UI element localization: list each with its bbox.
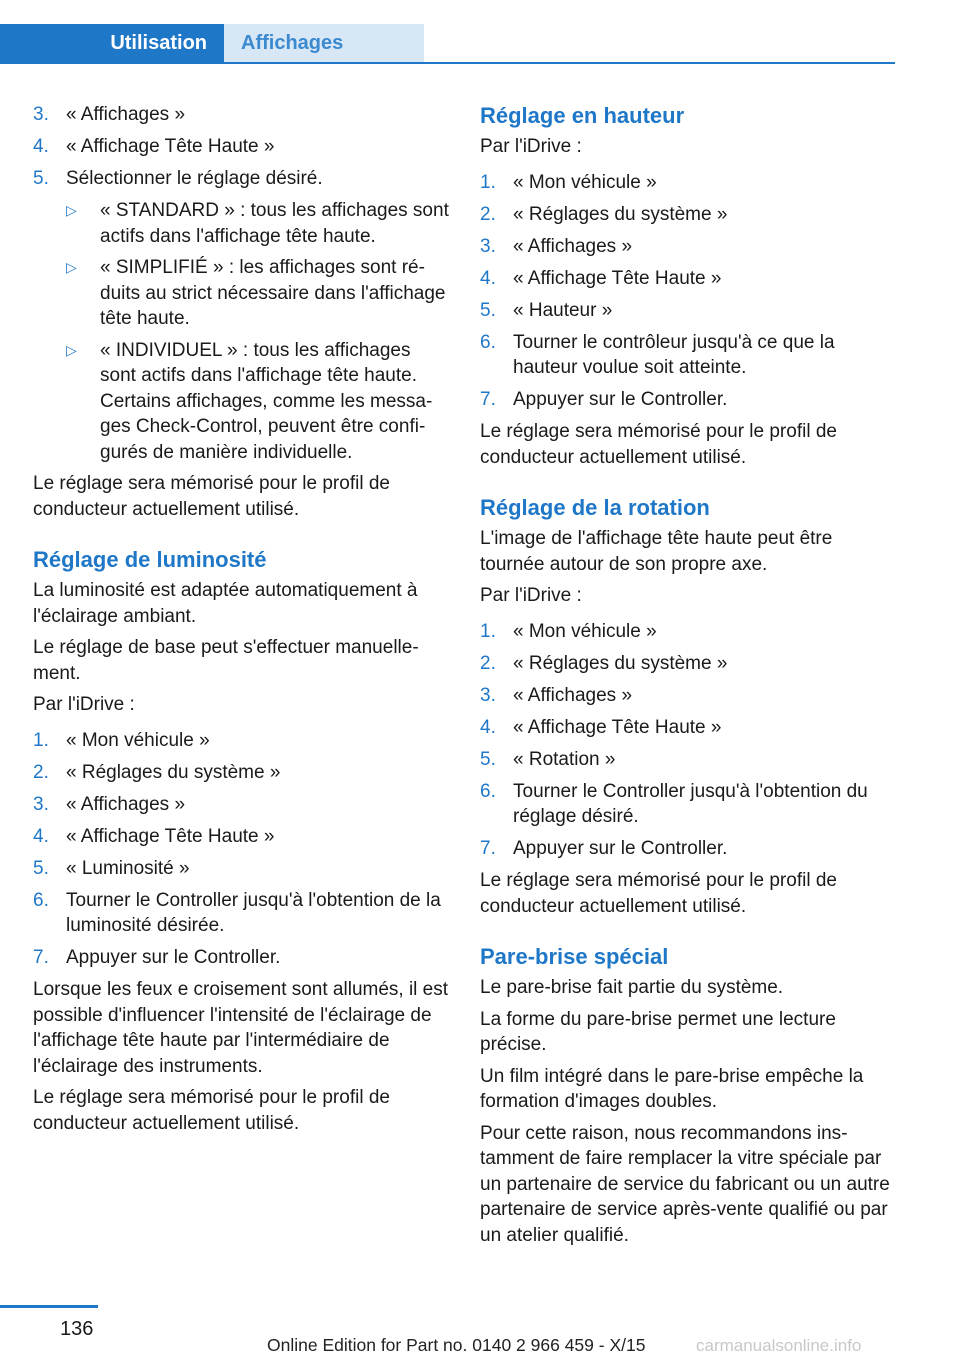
list-item [480,683,898,709]
step-text: Tourner le Controller jusqu'à l'obtention du réglage désiré. [513,780,868,827]
list-item [480,330,898,381]
step-text: « Mon véhicule » [513,171,657,193]
step-text: « Mon véhicule » [66,729,210,751]
sub-item-standard [66,198,451,249]
step-number: 5. [480,748,496,770]
paragraph: Par l'iDrive : [33,694,135,715]
step-number: 6. [480,780,496,802]
list-item [33,760,451,786]
paragraph: Le pare-brise fait partie du système. [480,977,784,998]
paragraph: La luminosité est adaptée automatiquement à l'éclairage ambiant. [33,580,418,627]
steps-list-rotation [480,619,898,862]
step-text: « Affichage Tête Haute » [66,825,275,847]
step-number: 7. [480,389,496,410]
list-item [480,747,898,773]
paragraph: Un film intégré dans le pare-brise empêche la formation d'images doubles. [480,1065,864,1112]
edition-note: Online Edition for Part no. 0140 2 966 459 - X/15 [267,1335,646,1355]
step-text: « Réglages du système » [66,761,281,783]
steps-list-hauteur [480,170,898,413]
triangle-bullet-icon: ▷ [66,202,77,218]
list-item [480,715,898,741]
step-number: 6. [480,331,496,353]
step-number: 4. [33,825,49,847]
left-column [33,102,451,1142]
list-item [33,856,451,882]
step-number: 3. [33,104,49,125]
step-number: 5. [33,857,49,879]
list-item [33,728,451,754]
list-item [480,234,898,260]
step-number: 7. [480,838,496,859]
step-text: « Luminosité » [66,857,190,879]
step-number: 4. [480,716,496,738]
heading-rotation: Réglage de la rotation [480,495,710,520]
step-number: 4. [33,136,49,157]
list-item [33,824,451,850]
list-item [480,619,898,645]
triangle-bullet-icon: ▷ [66,341,77,358]
list-item [480,298,898,324]
page-number: 136 [60,1318,94,1340]
paragraph: L'image de l'affichage tête haute peut être tournée autour de son propre axe. [480,528,833,575]
list-item [33,888,451,939]
memo-paragraph: Le réglage sera mémorisé pour le profil de conducteur actuellement utilisé. [480,421,837,468]
heading-hauteur: Réglage en hauteur [480,103,685,128]
heading-pare-brise: Pare-brise spécial [480,944,669,969]
list-item [480,170,898,196]
heading-luminosite: Réglage de luminosité [33,547,267,572]
step-text: « Réglages du système » [513,203,728,225]
steps-list-a [33,102,451,192]
step-text: Appuyer sur le Controller. [513,389,728,410]
step-text: « Affichage Tête Haute » [513,716,722,738]
page-header [0,0,895,64]
step-text: « Affichages » [66,104,186,125]
step-number: 6. [33,889,49,911]
list-item [480,202,898,228]
step-number: 2. [480,652,496,674]
step-number: 4. [480,267,496,289]
paragraph: Par l'iDrive : [480,136,582,157]
step-number: 1. [33,729,49,751]
step-text: Appuyer sur le Controller. [66,947,281,968]
step-number: 3. [480,684,496,706]
step-text: Sélectionner le réglage désiré. [66,168,323,189]
step-number: 5. [480,299,496,321]
step-number: 1. [480,171,496,193]
sub-item-text: « STANDARD » : tous les affichages sont actifs dans l'affichage tête haute. [100,200,449,247]
list-item [33,102,451,128]
list-item [33,166,451,192]
step-text: « Réglages du système » [513,652,728,674]
sub-item-text: « INDIVIDUEL » : tous les affichages sont actifs dans l'affichage tête haute. Certains affichages, comme les messages Check-Control, peuvent être configurés de manière individuelle. [100,339,433,463]
steps-list-b [33,728,451,971]
step-number: 3. [33,793,49,815]
footer-rule [0,1305,98,1308]
sub-item-text: « SIMPLIFIÉ » : les affichages sont réduits au strict nécessaire dans l'affichage tête haute. [100,257,446,329]
memo-paragraph: Le réglage sera mémorisé pour le profil de conducteur actuellement utilisé. [480,870,837,917]
list-item [480,387,898,413]
step-number: 2. [480,203,496,225]
paragraph: Lorsque les feux e croisement sont allumés, il est possible d'influencer l'intensité de l'éclairage de l'affichage tête haute par l'intermédiaire de l'éclairage des instruments. [33,979,449,1077]
paragraph: Le réglage de base peut s'effectuer manuellement. [33,637,419,684]
paragraph: Par l'iDrive : [480,585,582,606]
list-item [480,779,898,830]
step-text: « Mon véhicule » [513,620,657,642]
step-text: Appuyer sur le Controller. [513,838,728,859]
memo-paragraph: Le réglage sera mémorisé pour le profil de conducteur actuellement utilisé. [33,473,390,520]
step-text: « Affichages » [66,793,186,815]
step-number: 1. [480,620,496,642]
triangle-bullet-icon: ▷ [66,259,77,275]
list-item [33,945,451,971]
sub-item-simplifie [66,255,451,332]
list-item [480,651,898,677]
list-item [33,792,451,818]
step-number: 7. [33,947,49,968]
step-number: 5. [33,168,49,189]
paragraph: Pour cette raison, nous recommandons instamment de faire remplacer la vitre spéciale par un partenaire de service du fabricant ou un autre partenaire de service après-vente qualifié ou par un atelier qualifié. [480,1122,890,1246]
right-column [480,102,898,1254]
step-text: « Hauteur » [513,299,613,321]
step-text: « Affichage Tête Haute » [513,267,722,289]
step-text: Tourner le contrôleur jusqu'à ce que la hauteur voulue soit atteinte. [513,331,835,378]
watermark: carmanualsonline.info [696,1336,862,1355]
step-text: « Affichage Tête Haute » [66,136,275,157]
sub-item-individuel [66,338,451,466]
step-number: 2. [33,761,49,783]
list-item [480,836,898,862]
step-text: Tourner le Controller jusqu'à l'obtention de la luminosité désirée. [66,889,441,936]
tab-affichages[interactable]: Affichages [224,24,424,62]
memo-paragraph: Le réglage sera mémorisé pour le profil de conducteur actuellement utilisé. [33,1087,390,1134]
paragraph: La forme du pare-brise permet une lecture précise. [480,1008,836,1055]
tab-utilisation[interactable]: Utilisation [0,24,224,62]
step-number: 3. [480,235,496,257]
list-item [480,266,898,292]
list-item [33,134,451,160]
step-text: « Affichages » [513,235,633,257]
step-text: « Affichages » [513,684,633,706]
step-text: « Rotation » [513,748,616,770]
